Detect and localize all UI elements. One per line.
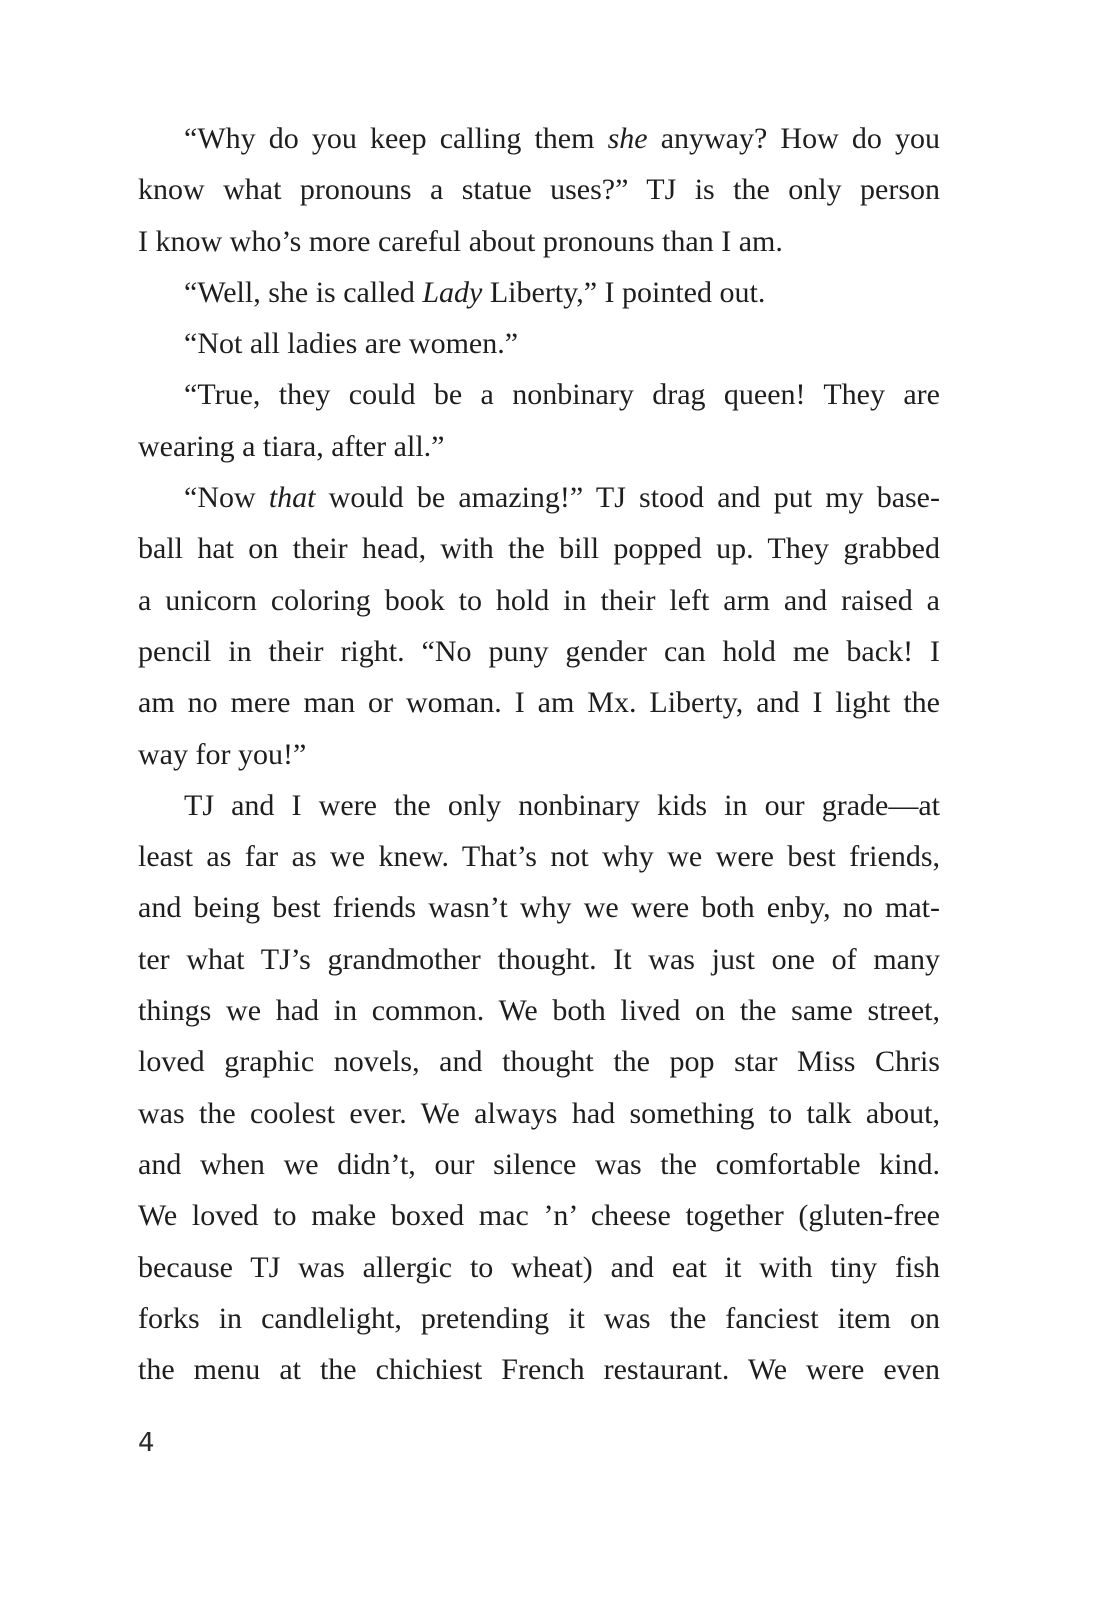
text-line bbox=[138, 1242, 940, 1293]
text-run: forks in candlelight, pretending it was the fanciest item on bbox=[138, 1301, 940, 1335]
text-run: wearing a tiara, after all.” bbox=[138, 429, 445, 463]
text-line bbox=[138, 575, 940, 626]
text-line bbox=[138, 1139, 940, 1190]
text-line bbox=[138, 1293, 940, 1344]
text-run: the menu at the chichiest French restaurant. We were even bbox=[138, 1353, 940, 1387]
text-line bbox=[138, 421, 940, 472]
text-run: because TJ was allergic to wheat) and eat it with tiny fish bbox=[138, 1250, 940, 1284]
text-line bbox=[138, 677, 940, 728]
italic-run: she bbox=[607, 122, 648, 155]
text-run: Liberty,” I pointed out. bbox=[482, 275, 766, 309]
text-line bbox=[138, 267, 940, 318]
text-line bbox=[138, 472, 940, 523]
text-run: I know who’s more careful about pronouns than I am. bbox=[138, 224, 783, 258]
text-run: We loved to make boxed mac ’n’ cheese together (gluten-free bbox=[138, 1199, 940, 1233]
text-run: know what pronouns a statue uses?” TJ is the only person bbox=[138, 173, 940, 207]
text-run: ball hat on their head, with the bill popped up. They grabbed bbox=[138, 532, 940, 566]
text-run: “Not all ladies are women.” bbox=[184, 327, 519, 361]
text-run: things we had in common. We both lived on the same street, bbox=[138, 994, 940, 1028]
text-run: and when we didn’t, our silence was the comfortable kind. bbox=[138, 1147, 940, 1181]
text-line bbox=[138, 1036, 940, 1087]
text-line bbox=[138, 1088, 940, 1139]
text-line bbox=[138, 780, 940, 831]
text-line bbox=[138, 164, 940, 215]
text-line bbox=[138, 934, 940, 985]
text-run: “True, they could be a nonbinary drag queen! They are bbox=[184, 378, 940, 412]
text-run: would be amazing!” TJ stood and put my base- bbox=[315, 481, 940, 515]
text-line bbox=[138, 831, 940, 882]
text-run: least as far as we knew. That’s not why we were best friends, bbox=[138, 840, 940, 874]
text-run: “Well, she is called bbox=[184, 275, 423, 309]
text-run: am no mere man or woman. I am Mx. Liberty, and I light the bbox=[138, 686, 940, 720]
text-line bbox=[138, 729, 940, 780]
italic-run: that bbox=[268, 481, 316, 515]
text-run: ter what TJ’s grandmother thought. It was just one of many bbox=[138, 942, 940, 976]
text-run: way for you!” bbox=[138, 737, 307, 771]
text-line bbox=[138, 626, 940, 677]
italic-run: Lady bbox=[422, 275, 483, 309]
text-run: and being best friends wasn’t why we were both enby, no mat- bbox=[138, 891, 940, 925]
body-text bbox=[138, 113, 940, 1395]
text-run: pencil in their right. “No puny gender can hold me back! I bbox=[138, 634, 940, 668]
text-run: anyway? How do you bbox=[647, 122, 940, 155]
text-line bbox=[138, 523, 940, 574]
text-run: loved graphic novels, and thought the pop star Miss Chris bbox=[138, 1045, 940, 1079]
text-line bbox=[138, 318, 940, 369]
text-run: “Why do you keep calling them bbox=[184, 122, 608, 155]
text-run: TJ and I were the only nonbinary kids in our grade—at bbox=[184, 788, 940, 822]
text-run: “Now bbox=[184, 481, 269, 515]
text-line bbox=[138, 1344, 940, 1395]
text-line bbox=[138, 113, 940, 164]
page-number: 4 bbox=[138, 1428, 155, 1458]
text-line bbox=[138, 1190, 940, 1241]
text-line bbox=[138, 216, 940, 267]
text-line bbox=[138, 369, 940, 420]
text-run: a unicorn coloring book to hold in their left arm and raised a bbox=[138, 583, 940, 617]
text-run: was the coolest ever. We always had something to talk about, bbox=[138, 1096, 940, 1130]
text-line bbox=[138, 882, 940, 933]
text-line bbox=[138, 985, 940, 1036]
